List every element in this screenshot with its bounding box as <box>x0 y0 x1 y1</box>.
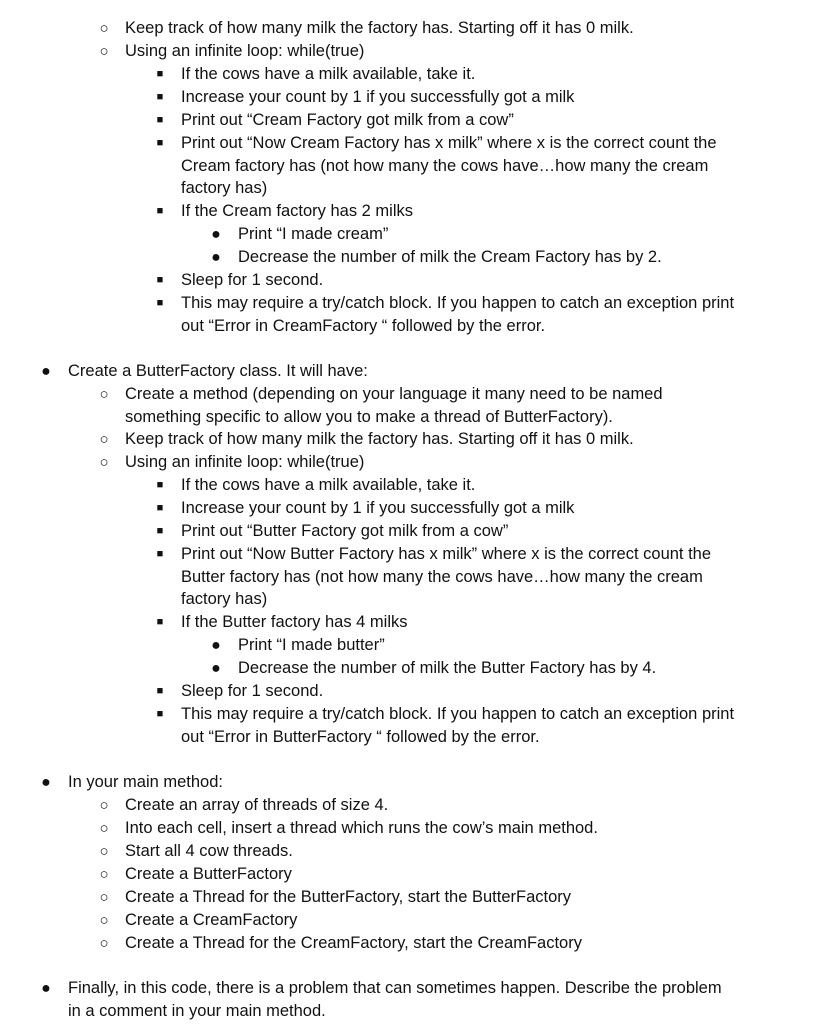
text-line: out “Error in CreamFactory “ followed by the error. <box>181 317 546 335</box>
text-line: Cream factory has (not how many the cows have…how many the cream <box>181 157 709 175</box>
list-marker-dot: ● <box>211 226 221 243</box>
list-marker-open-circle: ○ <box>99 889 109 906</box>
list-marker-open-circle: ○ <box>99 843 109 860</box>
text-line: Keep track of how many milk the factory has. Starting off it has 0 milk. <box>125 19 634 37</box>
list-marker-open-circle: ○ <box>99 431 109 448</box>
list-marker-dot: ● <box>41 774 51 791</box>
text-line: Finally, in this code, there is a problem that can sometimes happen. Describe the problem <box>68 979 722 997</box>
text-line: Sleep for 1 second. <box>181 682 324 700</box>
text-line: If the Butter factory has 4 milks <box>181 613 408 631</box>
text-line: Using an infinite loop: while(true) <box>125 453 365 471</box>
list-marker-dot: ● <box>41 980 51 997</box>
list-marker-open-circle: ○ <box>99 797 109 814</box>
text-line: Create a Thread for the CreamFactory, start the CreamFactory <box>125 934 582 952</box>
text-line: Decrease the number of milk the Cream Factory has by 2. <box>238 248 662 266</box>
text-line: Print “I made butter” <box>238 636 385 654</box>
text-line: factory has) <box>181 590 268 608</box>
text-line: Butter factory has (not how many the cows have…how many the cream <box>181 568 703 586</box>
text-line: Sleep for 1 second. <box>181 271 324 289</box>
text-line: Create a CreamFactory <box>125 911 298 929</box>
text-line: Create an array of threads of size 4. <box>125 796 389 814</box>
list-marker-open-circle: ○ <box>99 912 109 929</box>
list-marker-square: ■ <box>156 297 164 309</box>
text-line: Print out “Now Cream Factory has x milk” where x is the correct count the <box>181 134 717 152</box>
list-marker-open-circle: ○ <box>99 386 109 403</box>
text-line: Create a ButterFactory <box>125 865 292 883</box>
list-marker-dot: ● <box>211 637 221 654</box>
text-line: In your main method: <box>68 773 223 791</box>
text-line: This may require a try/catch block. If you happen to catch an exception print <box>181 705 735 723</box>
list-marker-square: ■ <box>156 708 164 720</box>
list-marker-square: ■ <box>156 479 164 491</box>
list-marker-square: ■ <box>156 91 164 103</box>
text-line: Print “I made cream” <box>238 225 389 243</box>
list-marker-open-circle: ○ <box>99 820 109 837</box>
text-line: Decrease the number of milk the Butter Factory has by 4. <box>238 659 657 677</box>
text-line: Print out “Now Butter Factory has x milk” where x is the correct count the <box>181 545 712 563</box>
text-line: Create a method (depending on your language it many need to be named <box>125 385 663 403</box>
text-line: This may require a try/catch block. If you happen to catch an exception print <box>181 294 735 312</box>
list-marker-square: ■ <box>156 137 164 149</box>
text-line: If the cows have a milk available, take it. <box>181 476 476 494</box>
list-marker-square: ■ <box>156 205 164 217</box>
text-line: Print out “Cream Factory got milk from a cow” <box>181 111 514 129</box>
list-marker-square: ■ <box>156 68 164 80</box>
list-marker-open-circle: ○ <box>99 43 109 60</box>
list-marker-square: ■ <box>156 502 164 514</box>
text-line: Increase your count by 1 if you successfully got a milk <box>181 499 575 517</box>
list-marker-square: ■ <box>156 548 164 560</box>
text-line: factory has) <box>181 179 268 197</box>
text-line: Create a Thread for the ButterFactory, start the ButterFactory <box>125 888 571 906</box>
text-line: Using an infinite loop: while(true) <box>125 42 365 60</box>
list-marker-open-circle: ○ <box>99 20 109 37</box>
text-line: Create a ButterFactory class. It will have: <box>68 362 368 380</box>
text-line: in a comment in your main method. <box>68 1002 326 1020</box>
list-marker-square: ■ <box>156 274 164 286</box>
text-line: Print out “Butter Factory got milk from a cow” <box>181 522 509 540</box>
list-marker-dot: ● <box>211 249 221 266</box>
list-marker-dot: ● <box>41 363 51 380</box>
list-marker-open-circle: ○ <box>99 454 109 471</box>
text-line: If the cows have a milk available, take it. <box>181 65 476 83</box>
text-line: out “Error in ButterFactory “ followed by the error. <box>181 728 540 746</box>
text-line: Increase your count by 1 if you successfully got a milk <box>181 88 575 106</box>
text-line: If the Cream factory has 2 milks <box>181 202 413 220</box>
text-line: something specific to allow you to make a thread of ButterFactory). <box>125 408 613 426</box>
text-line: Keep track of how many milk the factory has. Starting off it has 0 milk. <box>125 430 634 448</box>
list-marker-dot: ● <box>211 660 221 677</box>
text-line: Into each cell, insert a thread which runs the cow’s main method. <box>125 819 598 837</box>
list-marker-square: ■ <box>156 114 164 126</box>
list-marker-square: ■ <box>156 616 164 628</box>
list-marker-open-circle: ○ <box>99 935 109 952</box>
list-marker-square: ■ <box>156 685 164 697</box>
text-line: Start all 4 cow threads. <box>125 842 293 860</box>
list-marker-open-circle: ○ <box>99 866 109 883</box>
list-marker-square: ■ <box>156 525 164 537</box>
